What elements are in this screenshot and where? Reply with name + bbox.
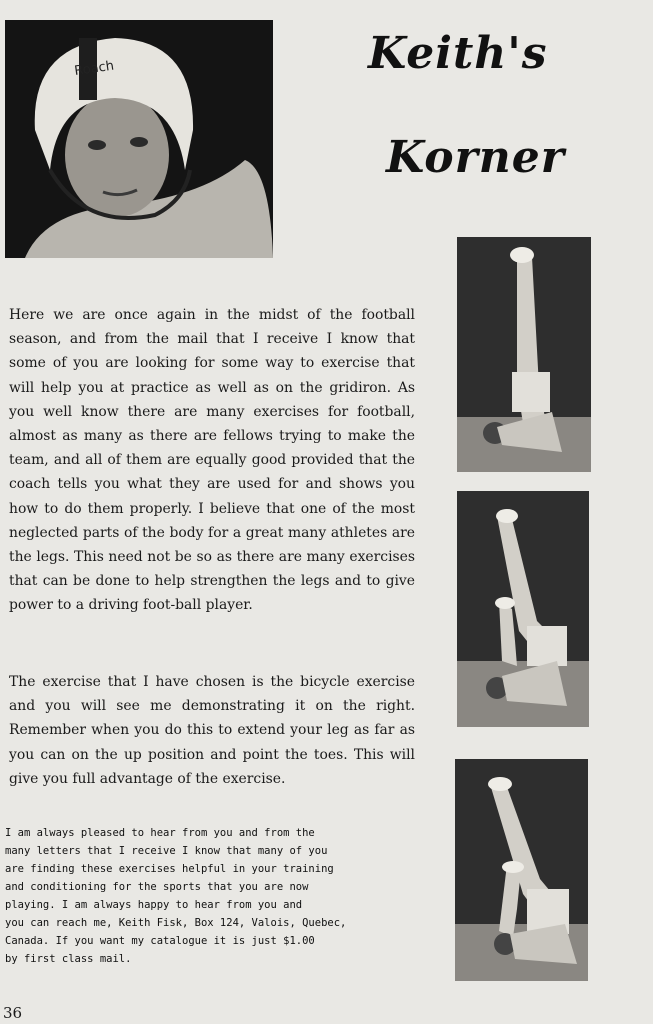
page-number: 36 xyxy=(3,1004,23,1022)
title-line-2: Korner xyxy=(386,132,565,183)
exercise-paragraph: The exercise that I have chosen is the bicycle exercise and you will see me demonstrating it on the right. Remember when you do this to extend your leg as far as you can on the up position and point the toes. This will give you full advantage of the exercise. xyxy=(9,674,415,787)
contact-paragraph: I am always pleased to hear from you and from the many letters that I receive I know that many of you are finding these exercises helpful in your training and conditioning for the sports that you are now playing. I am always happy to hear from you and you can reach me, Keith Fisk, Box 124, Valois, Quebec, Canada. If you want my catalogue it is just $1.00 by first class mail. xyxy=(5,827,347,965)
exercise-photo-1 xyxy=(457,237,591,472)
portrait-photo xyxy=(5,20,273,258)
helmet-text: Roach xyxy=(73,58,115,79)
intro-paragraph: Here we are once again in the midst of the football season, and from the mail that I receive I know that some of you are looking for some way to exercise that will help you at practice as well as on the gridiron. As you well know there are many exercises for football, almost as many as there are fellows trying to make the team, and all of them are equally good provided that the coach tells you what they are used for and shows you how to do them properly. I believe that one of the most neglected parts of the body for a great many athletes are the legs. This need not be so as there are many exercises that can be done to help strengthen the legs and to give power to a driving foot-ball player. xyxy=(9,307,415,614)
exercise-photo-3 xyxy=(455,759,588,981)
title-line-1: Keith's xyxy=(368,28,548,79)
exercise-photo-2 xyxy=(457,491,589,727)
